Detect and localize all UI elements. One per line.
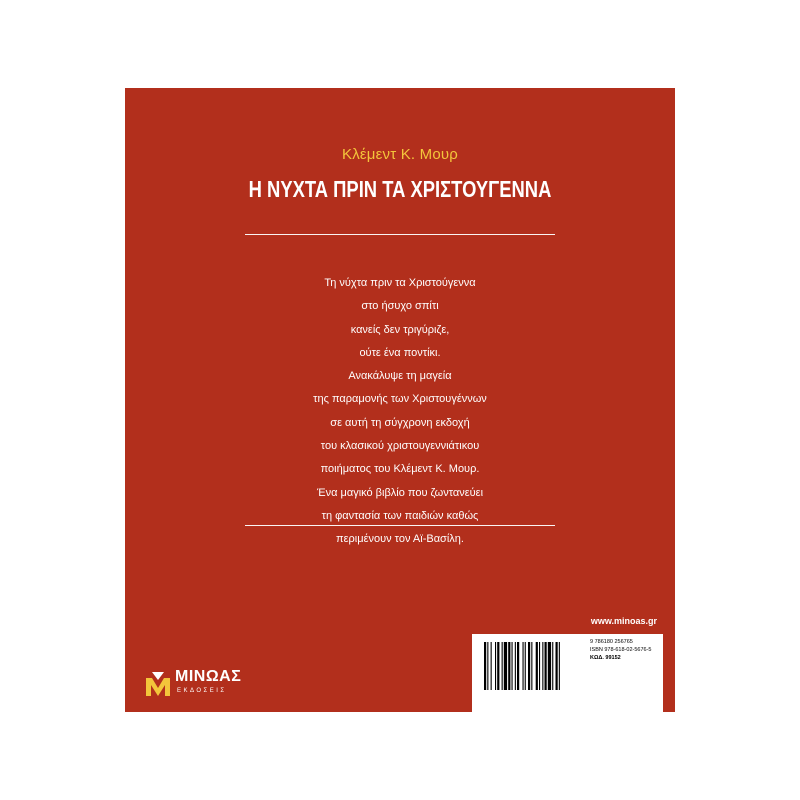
blurb-line: ούτε ένα ποντίκι. [359,346,441,359]
publisher-website: www.minoas.gr [590,616,657,626]
book-title: Η ΝΥΧΤΑ ΠΡΙΝ ΤΑ ΧΡΙΣΤΟΥΓΕΝΝΑ [248,176,552,202]
blurb-line: κανείς δεν τριγύριζε, [350,323,450,336]
divider-bottom [245,525,555,526]
blurb-line: περιμένουν τον Αϊ-Βασίλη. [336,533,464,546]
barcode-panel [472,634,663,716]
blurb-line: Τη νύχτα πριν τα Χριστούγεννα [324,277,476,289]
barcode-number: 9 786180 256765 [590,639,633,645]
blurb-line: του κλασικού χριστουγεννιάτικου [320,440,480,453]
barcode-icon [478,640,606,698]
blurb-line: τη φαντασία των παιδιών καθώς [321,509,479,522]
blurb-line: στο ήσυχο σπίτι [361,300,439,313]
minoas-logo-icon [143,668,173,700]
author-name: Κλέμεντ Κ. Μουρ [341,146,459,163]
barcode-info [590,638,660,662]
blurb-line: Ένα μαγικό βιβλίο που ζωντανεύει [316,486,484,499]
publisher-name: ΜΙΝΩΑΣ [175,668,242,685]
product-code: ΚΩΔ. 99152 [590,655,621,661]
publisher-subtitle: ΕΚΔΟΣΕΙΣ [177,688,227,694]
blurb-line: Ανακάλυψε τη μαγεία [348,370,452,383]
blurb-text [125,272,675,552]
divider-top [245,234,555,235]
blurb-line: ποιήματος του Κλέμεντ Κ. Μουρ. [320,463,480,476]
publisher-logo [143,668,263,702]
blurb-line: της παραμονής των Χριστουγέννων [313,393,487,406]
isbn-text: ISBN 978-618-02-5676-5 [590,647,652,653]
back-cover [125,88,675,712]
blurb-line: σε αυτή τη σύγχρονη εκδοχή [330,416,470,429]
